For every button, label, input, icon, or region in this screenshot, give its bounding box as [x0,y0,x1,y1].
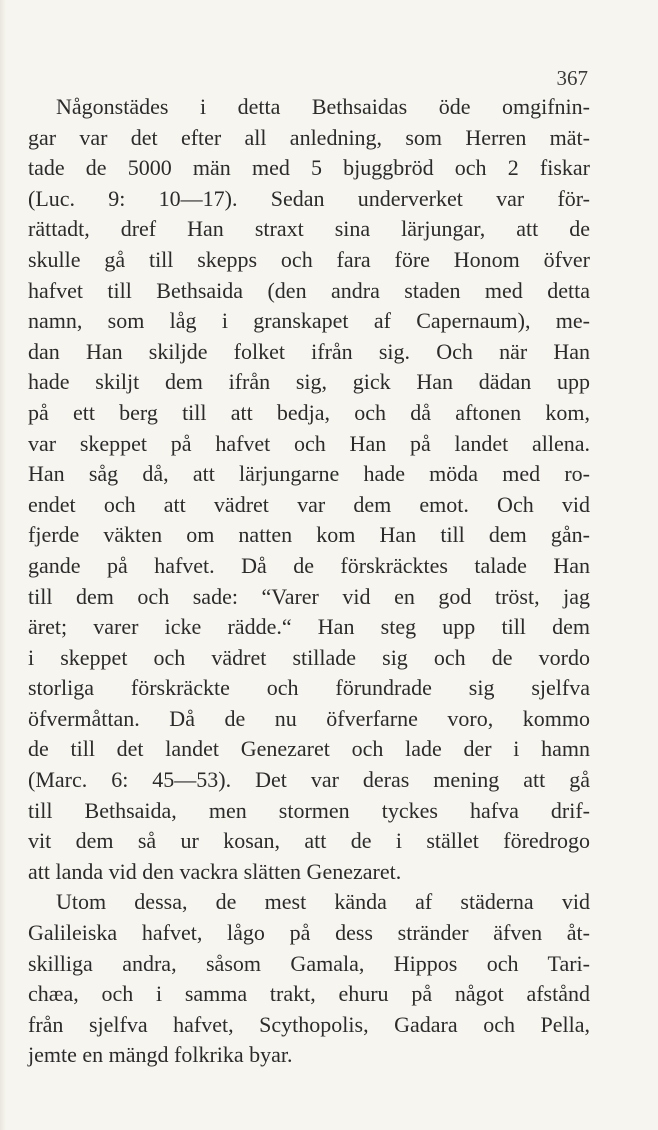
text-line: att landa vid den vackra slätten Genezaret. [28,858,402,884]
text-line: endet och att vädret var dem emot. Och vid [28,491,590,517]
text-line: Utom dessa, de mest kända af städerna vid [56,889,590,915]
text-line: (Marc. 6: 45—53). Det var deras mening att gå [28,767,590,793]
text-line: (Luc. 9: 10—17). Sedan underverket var för- [28,185,590,211]
text-line: öfvermåttan. Då de nu öfverfarne voro, kommo [28,705,590,731]
text-line: var skeppet på hafvet och Han på landet allena. [28,430,590,456]
text-line: fjerde väkten om natten kom Han till dem gån- [28,522,590,548]
text-line: från sjelfva hafvet, Scythopolis, Gadara och Pella, [28,1011,590,1037]
text-line: dan Han skiljde folket ifrån sig. Och när Han [28,338,590,364]
text-line: i skeppet och vädret stillade sig och de vordo [28,644,590,670]
text-line: till dem och sade: “Varer vid en god tröst, jag [28,583,590,609]
text-line: namn, som låg i granskapet af Capernaum), me- [28,308,590,334]
text-line: på ett berg till att bedja, och då aftonen kom, [28,399,590,425]
text-line: Någonstädes i detta Bethsaidas öde omgifnin- [56,94,590,119]
text-line: gar var det efter all anledning, som Herren mät- [28,124,590,150]
text-line: hafvet till Bethsaida (den andra staden med detta [28,277,590,303]
text-line: rättadt, dref Han straxt sina lärjungar, att de [28,216,590,242]
text-line: till Bethsaida, men stormen tyckes hafva drif- [28,797,590,823]
text-line: tade de 5000 män med 5 bjuggbröd och 2 fiskar [28,155,590,181]
text-line: de till det landet Genezaret och lade der i hamn [28,736,590,762]
text-line: skilliga andra, såsom Gamala, Hippos och Tari- [28,950,590,976]
text-line: Han såg då, att lärjungarne hade möda med ro- [28,461,590,487]
scan-edge [0,0,6,1130]
page-number: 367 [556,66,588,90]
text-line: storliga förskräckte och förundrade sig sjelfva [28,675,590,701]
text-line: gande på hafvet. Då de förskräcktes talade Han [28,552,590,578]
text-line: skulle gå till skepps och fara före Honom öfver [28,246,590,272]
text-line: hade skiljt dem ifrån sig, gick Han dädan upp [28,369,590,395]
text-line: jemte en mängd folkrika byar. [28,1042,293,1068]
text-line: äret; varer icke rädde.“ Han steg upp till dem [28,614,590,640]
text-line: vit dem så ur kosan, att de i stället föredrogo [28,828,590,854]
text-line: chæa, och i samma trakt, ehuru på något afstånd [28,981,590,1007]
body-text [28,92,590,1071]
text-line: Galileiska hafvet, lågo på dess stränder äfven åt- [28,920,590,946]
